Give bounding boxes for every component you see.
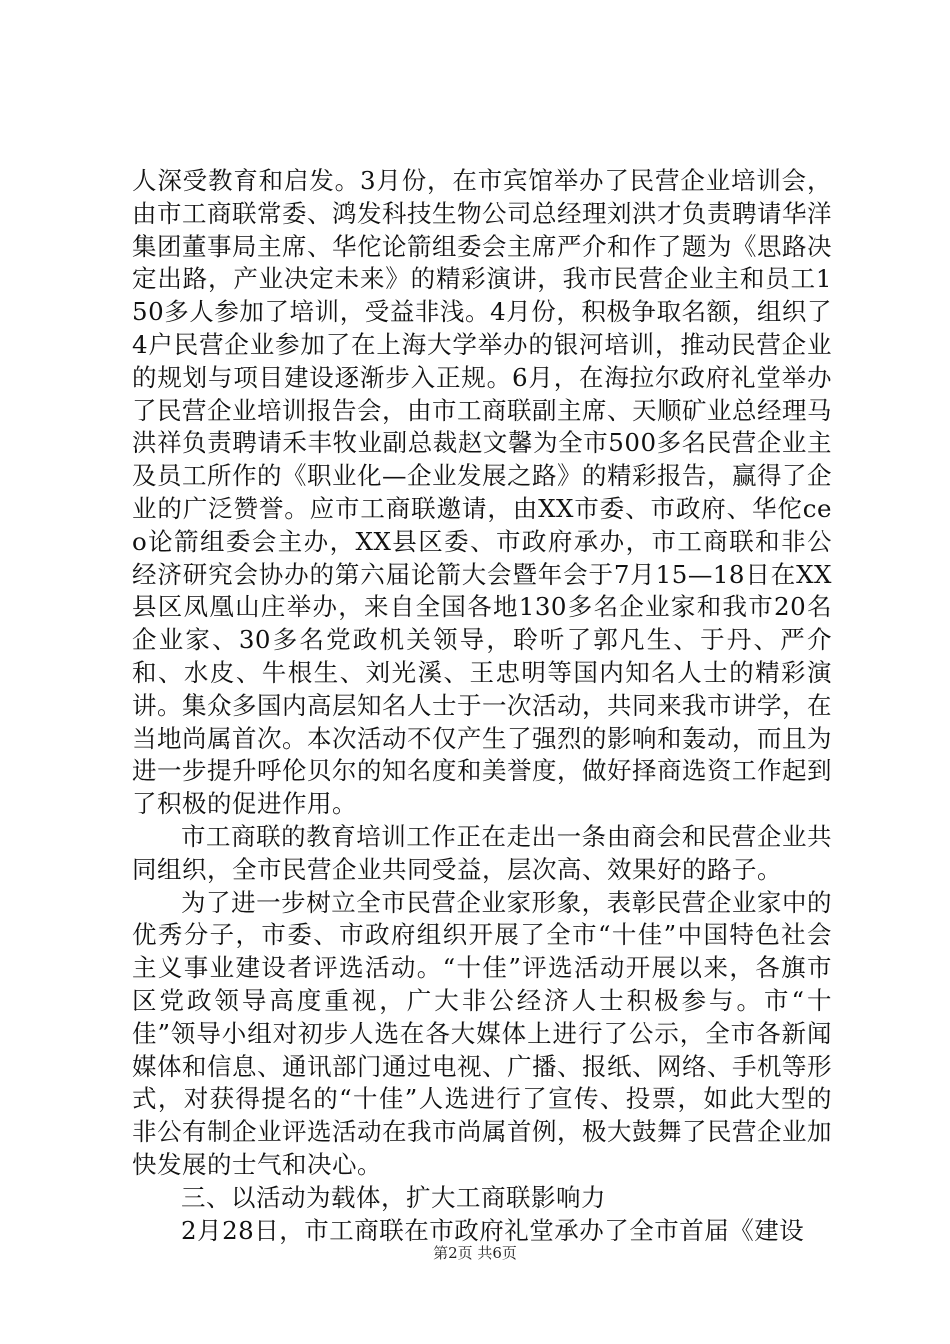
document-body (132, 165, 832, 1247)
paragraph-2: 市工商联的教育培训工作正在走出一条由商会和民营企业共同组织，全市民营企业共同受益，层次高、效果好的路子。 (132, 821, 832, 884)
paragraph-3: 为了进一步树立全市民营企业家形象，表彰民营企业家中的优秀分子，市委、市政府组织开展了全市“十佳”中国特色社会主义事业建设者评选活动。“十佳”评选活动开展以来，各旗市区党政领导高度重视，广大非公经济人士积极参与。市“十佳”领导小组对初步人选在各大媒体上进行了公示，全市各新闻媒体和信息、通讯部门通过电视、广播、报纸、网络、手机等形式，对获得提名的“十佳”人选进行了宣传、投票，如此大型的非公有制企业评选活动在我市尚属首例，极大鼓舞了民营企业加快发展的士气和决心。 (132, 887, 832, 1179)
paragraph-4: 2月28日，市工商联在市政府礼堂承办了全市首届《建设 (181, 1215, 805, 1245)
section-heading-3: 三、以活动为载体，扩大工商联影响力 (181, 1182, 606, 1212)
page-number-footer: 第2页 共6页 (433, 1244, 517, 1262)
paragraph-1: 人深受教育和启发。3月份，在市宾馆举办了民营企业培训会，由市工商联常委、鸿发科技生物公司总经理刘洪才负责聘请华洋集团董事局主席、华佗论箭组委会主席严介和作了题为《思路决定出路，产业决定未来》的精彩演讲，我市民营企业主和员工150多人参加了培训，受益非浅。4月份，积极争取名额，组织了4户民营企业参加了在上海大学举办的银河培训，推动民营企业的规划与项目建设逐渐步入正规。6月，在海拉尔政府礼堂举办了民营企业培训报告会，由市工商联副主席、天顺矿业总经理马洪祥负责聘请禾丰牧业副总裁赵文馨为全市500多名民营企业主及员工所作的《职业化—企业发展之路》的精彩报告，赢得了企业的广泛赞誉。应市工商联邀请，由XX市委、市政府、华佗ceo论箭组委会主办，XX县区委、市政府承办，市工商联和非公经济研究会协办的第六届论箭大会暨年会于7月15—18日在XX县区凤凰山庄举办，来自全国各地130多名企业家和我市20名企业家、30多名党政机关领导，聆听了郭凡生、于丹、严介和、水皮、牛根生、刘光溪、王忠明等国内知名人士的精彩演讲。集众多国内高层知名人士于一次活动，共同来我市讲学，在当地尚属首次。本次活动不仅产生了强烈的影响和轰动，而且为进一步提升呼伦贝尔的知名度和美誉度，做好择商选资工作起到了积极的促进作用。 (132, 166, 832, 819)
